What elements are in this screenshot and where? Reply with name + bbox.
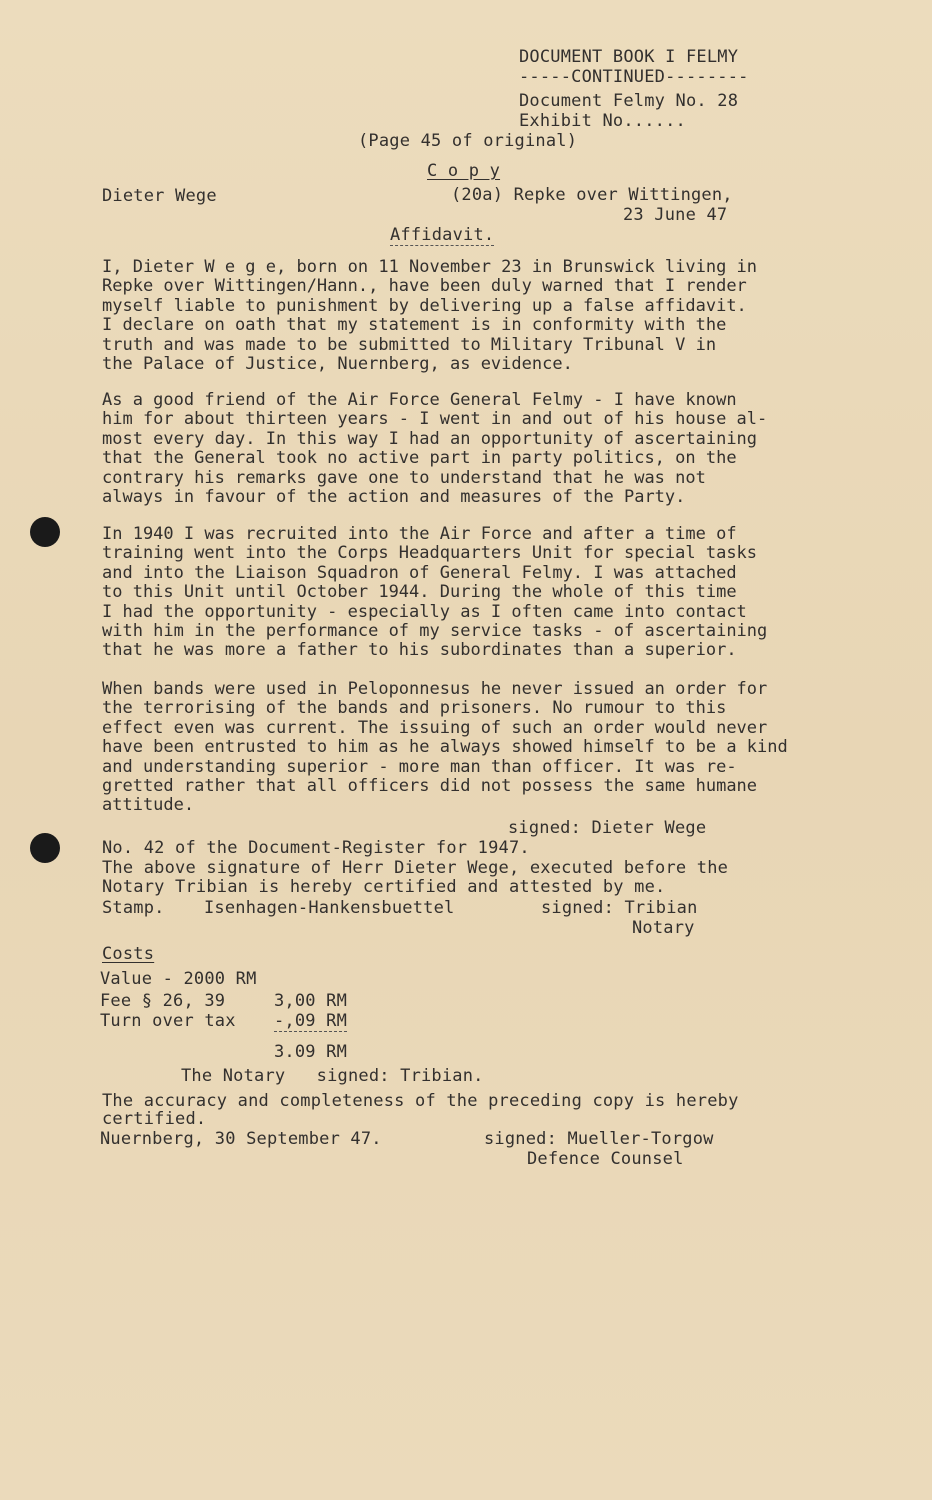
p4-line: attitude. (102, 795, 195, 816)
p2-line: As a good friend of the Air Force General Felmy - I have known (102, 390, 737, 410)
costs-value: Value - 2000 RM (100, 969, 257, 989)
paragraph-4 (102, 680, 892, 816)
notary-title: Notary (632, 918, 695, 938)
final-cert-line-1: The accuracy and completeness of the preceding copy is hereby (102, 1091, 739, 1111)
p2-line: always in favour of the action and measures of the Party. (102, 487, 686, 508)
p4-line: gretted rather that all officers did not possess the same humane (102, 776, 758, 797)
certify-line-2: Notary Tribian is hereby certified and attested by me. (102, 877, 666, 897)
p3-line: training went into the Corps Headquarters Unit for special tasks (102, 543, 758, 564)
final-place-date: Nuernberg, 30 September 47. (100, 1129, 382, 1149)
p4-line: have been entrusted to him as he always showed himself to be a kind (102, 737, 788, 758)
p4-line: When bands were used in Peloponnesus he never issued an order for (102, 679, 768, 699)
p1-line: Repke over Wittingen/Hann., have been duly warned that I render (102, 276, 747, 297)
paragraph-1 (102, 258, 892, 374)
punch-hole-bottom (30, 833, 60, 863)
p4-line: and understanding superior - more man than officer. It was re- (102, 756, 737, 777)
costs-tax-label: Turn over tax (100, 1011, 236, 1031)
p3-line: to this Unit until October 1944. During the whole of this time (102, 582, 737, 603)
p2-line: contrary his remarks gave one to understand that he was not (102, 467, 706, 488)
notary-sign-line: The Notary signed: Tribian. (181, 1066, 484, 1086)
signature-counsel: signed: Mueller-Torgow (484, 1129, 714, 1149)
p3-line: and into the Liaison Squadron of General Felmy. I was attached (102, 562, 737, 583)
p1-line: the Palace of Justice, Nuernberg, as evidence. (102, 354, 573, 375)
p3-line: I had the opportunity - especially as I often came into contact (102, 601, 747, 622)
place-line: (20a) Repke over Wittingen, (451, 185, 733, 205)
page-reference: (Page 45 of original) (358, 131, 578, 151)
stamp-label: Stamp. (102, 898, 165, 918)
punch-hole-top (30, 517, 60, 547)
document-number: Document Felmy No. 28 (519, 91, 739, 111)
costs-total: 3.09 RM (274, 1042, 348, 1062)
costs-tax-amount: -,09 RM (274, 1011, 348, 1031)
signature-tribian: signed: Tribian (541, 898, 698, 918)
stamp-place: Isenhagen-Hankensbuettel (204, 898, 455, 918)
p1-line: I, Dieter W e g e, born on 11 November 23 in Brunswick living in (102, 257, 758, 277)
p4-line: the terrorising of the bands and prisoners. No rumour to this (102, 698, 727, 719)
costs-fee-amount: 3,00 RM (274, 991, 348, 1011)
costs-heading: Costs (102, 944, 155, 964)
costs-fee-label: Fee § 26, 39 (100, 991, 226, 1011)
paragraph-2 (102, 391, 892, 507)
certify-line-1: The above signature of Herr Dieter Wege, executed before the (102, 858, 729, 878)
p2-line: most every day. In this way I had an opportunity of ascertaining (102, 428, 758, 449)
p3-line: In 1940 I was recruited into the Air Force and after a time of (102, 524, 737, 544)
p3-line: with him in the performance of my service tasks - of ascertaining (102, 621, 768, 642)
p1-line: truth and was made to be submitted to Military Tribunal V in (102, 334, 717, 355)
counsel-title: Defence Counsel (527, 1149, 684, 1169)
book-title: DOCUMENT BOOK I FELMY (519, 47, 739, 67)
p4-line: effect even was current. The issuing of such an order would never (102, 717, 768, 738)
p1-line: myself liable to punishment by delivering up a false affidavit. (102, 295, 747, 316)
p2-line: that the General took no active part in party politics, on the (102, 448, 737, 469)
signature-wege: signed: Dieter Wege (508, 818, 707, 838)
copy-label: C o p y (427, 161, 501, 181)
register-line: No. 42 of the Document-Register for 1947. (102, 838, 530, 858)
p3-line: that he was more a father to his subordinates than a superior. (102, 640, 737, 661)
p1-line: I declare on oath that my statement is in conformity with the (102, 315, 727, 336)
affidavit-title: Affidavit. (390, 225, 495, 245)
final-cert-line-2: certified. (102, 1109, 207, 1129)
exhibit-number: Exhibit No...... (519, 111, 686, 131)
sender-name: Dieter Wege (102, 186, 217, 206)
date-line: 23 June 47 (623, 205, 728, 225)
continued-line: -----CONTINUED-------- (519, 67, 749, 87)
paragraph-3 (102, 525, 892, 661)
p2-line: him for about thirteen years - I went in and out of his house al- (102, 409, 768, 430)
